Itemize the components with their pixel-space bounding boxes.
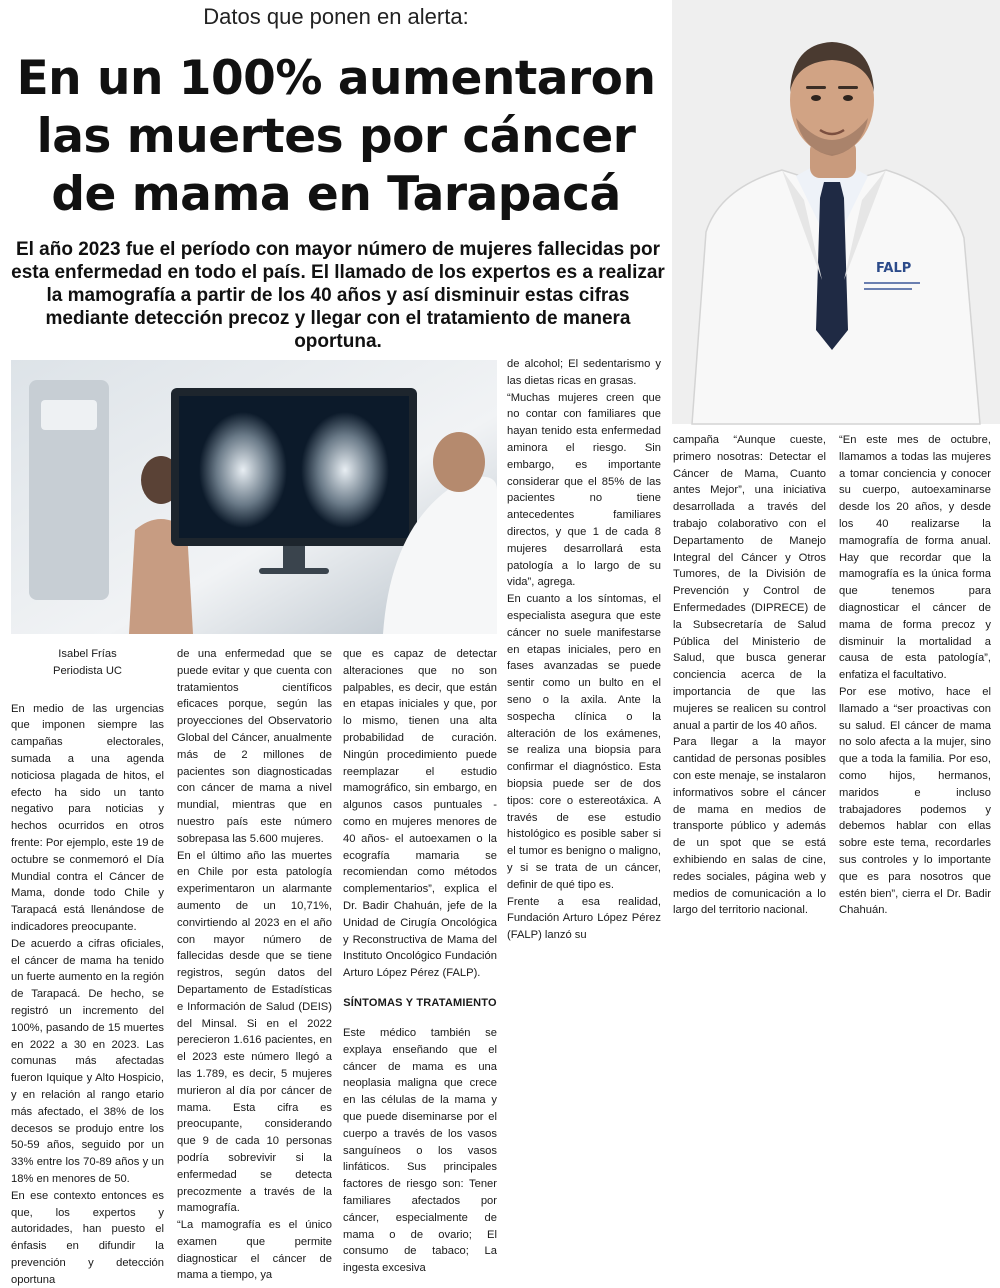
paragraph: “En este mes de octubre, llamamos a todas las mujeres a tomar conciencia y conocer su cuerpo, autoexaminarse desde los 20 años, y desde los 40 realizarse la mamografía de forma anual. Hay que recordar que la mamografía es la única forma que tenemos para diagnosticar el cáncer de mama de forma precoz y disminuir la mortalidad a causa de esta patología”, enfatiza el facultativo. — [839, 434, 991, 682]
article-column-1 — [11, 646, 164, 1288]
paragraph: Frente a esa realidad, Fundación Arturo López Pérez (FALP) lanzó su — [507, 895, 661, 942]
paragraph: Para llegar a la mayor cantidad de personas posibles con este menaje, se instalaron informativos sobre el cáncer de mama en medios de transporte público y además de un spot que se está exhibiendo en salas de cine, redes sociales, página web y medios de comunicación a lo largo del territorio nacional. — [673, 736, 826, 917]
paragraph: En ese contexto entonces es que, los expertos y autoridades, han puesto el énfasis en difundir la prevención y detección oportuna — [11, 1189, 164, 1286]
paragraph: En medio de las urgencias que imponen siempre las campañas electorales, sumada a una agenda noticiosa plagada de hitos, el efecto ha sido un tanto negativo para noticias y hechos ocurridos en otros frente: Por ejemplo, este 19 de octubre se conmemoró el Día Mundial contra el Cáncer de Mama, donde todo Chile y Tarapacá está llenándose de indicadores preocupante. — [11, 702, 164, 933]
paragraph: que es capaz de detectar alteraciones que no son palpables, es decir, que están en etapas iniciales y que, por lo mismo, tienen una alta probabilidad de curación. Ningún procedimiento puede reemplazar el estudio mamográfico, sin embargo, en algunos casos puntuales -como en mujeres menores de 40 años- el autoexamen o la ecografía mamaria se recomiendan como métodos complementarios”, explica el Dr. Badir Chahuán, jefe de la Unidad de Cirugía Oncológica y Reconstructiva de Mama del Instituto Oncológico Fundación Arturo López Pérez (FALP). — [343, 648, 497, 980]
headline-line-2: las muertes por cáncer — [36, 109, 636, 164]
paragraph: Por ese motivo, hace el llamado a “ser proactivas con su salud. El cáncer de mama no solo afecta a la mujer, sino que a toda la familia. Por eso, como hijos, hermanos, maridos e incluso trabajadores podemos y debemos hablar con ellas sobre este tema, recordarles sus controles y lo importante que es para nosotros que estén bien”, cierra el Dr. Badir Chahuán. — [839, 685, 991, 917]
headline-line-3: de mama en Tarapacá — [51, 167, 621, 222]
byline-role: Periodista UC — [52, 664, 122, 677]
article-column-3 — [343, 646, 497, 1277]
doctor-portrait — [672, 0, 1000, 424]
lead-paragraph: El año 2023 fue el período con mayor número de mujeres fallecidas por esta enfermedad en todo el país. El llamado de los expertos es a realizar la mamografía a partir de los 40 años y así disminuir estas cifras mediante detección precoz y llegar con el tratamiento de manera oportuna. — [11, 239, 665, 352]
paragraph: “La mamografía es el único examen que permite diagnosticar el cáncer de mama a tiempo, ya — [177, 1219, 332, 1282]
paragraph: “Muchas mujeres creen que no contar con familiares que hayan tenido esta enfermedad aminora el riesgo. Sin embargo, es importante considerar que el 85% de las pacientes no tiene antecedentes familiares directos, y que 1 de cada 8 mujeres desarrollará esta patología a lo largo de su vida”, agrega. — [507, 391, 661, 589]
paragraph: de una enfermedad que se puede evitar y que cuenta con tratamientos científicos eficaces porque, según las proyecciones del Observatorio Global del Cáncer, anualmente más de 2 millones de pacientes son diagnosticadas con cáncer de mama a nivel mundial, mientras que en nuestro país este número sobrepasa las 5.600 mujeres. — [177, 648, 332, 845]
article-column-4 — [507, 356, 661, 944]
paragraph: En cuanto a los síntomas, el especialista asegura que este cáncer no suele manifestarse en etapas iniciales, pero en fases avanzadas se puede sentir como un bulto en el seno o la axila. Ante la sospecha clínica o la alteración de los exámenes, se realiza una biopsia para confirmar el diagnóstico. Esta biopsia puede ser de dos tipos: core o estereotáxica. A través de ese estudio histológico es posible saber si el tumor es benigno o maligno, y si se trata de un cáncer, definir de qué tipo es. — [507, 593, 661, 891]
doctor-illustration — [672, 0, 1000, 424]
article-column-2 — [177, 646, 332, 1284]
headline-line-1: En un 100% aumentaron — [16, 51, 656, 106]
paragraph: En el último año las muertes en Chile por esta patología experimentaron un alarmante aumento de un 10,71%, convirtiendo al 2023 en el año con mayor número de fallecidas desde que se tiene registros, según datos del Departamento de Estadísticas e Información de Salud (DEIS) del Minsal. Si en el 2022 perecieron 1.616 pacientes, en el 2023 este número llegó a las 1.789, es decir, 5 mujeres murieron al día por cáncer de mama. Esta cifra es preocupante, considerando que 9 de cada 10 personas podría sobrevivir si la enfermedad se detecta precozmente a través de la mamografía. — [177, 849, 332, 1215]
coat-logo-text: FALP — [876, 261, 912, 276]
paragraph: campaña “Aunque cueste, primero nosotras: Detectar el Cáncer de Mama, Cuanto antes Mejor”, una iniciativa desarrollada a través del trabajo colaborativo con el Departamento de Manejo Integral del Cáncer y Otros Tumores, de la División de Prevención y Control de Enfermedades (DIPRECE) de la Subsecretaría de Salud Pública del Ministerio de Salud, que busca generar conciencia acerca de la importancia de que las mujeres se realicen su control anual a partir de los 40 años. — [673, 434, 826, 732]
kicker: Datos que ponen en alerta: — [203, 4, 469, 29]
paragraph: De acuerdo a cifras oficiales, el cáncer de mama ha tenido un fuerte aumento en la región de Tarapacá. De hecho, se registró un incremento del 100%, pasando de 15 muertes en 2022 a 30 en 2023. Las comunas más afectadas fueron Iquique y Alto Hospicio, y en relación al rango etario más afectado, el 38% de los decesos se produjo entre los 50-59 años, seguido por un 33% entre los 70-89 años y un 18% en menores de 50. — [11, 937, 164, 1185]
mammography-illustration — [11, 360, 497, 634]
article-column-5 — [673, 432, 826, 919]
paragraph: de alcohol; El sedentarismo y las dietas ricas en grasas. — [507, 358, 661, 387]
article-column-6 — [839, 432, 991, 919]
section-subhead: SÍNTOMAS Y TRATAMIENTO — [343, 996, 497, 1009]
mammography-photo — [11, 360, 497, 634]
headline — [0, 50, 672, 224]
byline — [11, 646, 164, 680]
byline-name: Isabel Frías — [58, 648, 117, 660]
paragraph: Este médico también se explaya enseñando que el cáncer de mama es una neoplasia maligna que crece en las células de la mama y que puede diseminarse por el cuerpo a través de los vasos sanguíneos o los vasos linfáticos. Sus principales factores de riesgo son: Tener familiares afectados por cáncer, especialmente de mama o de ovario; El consumo de tabaco; La ingesta excesiva — [343, 1026, 497, 1275]
